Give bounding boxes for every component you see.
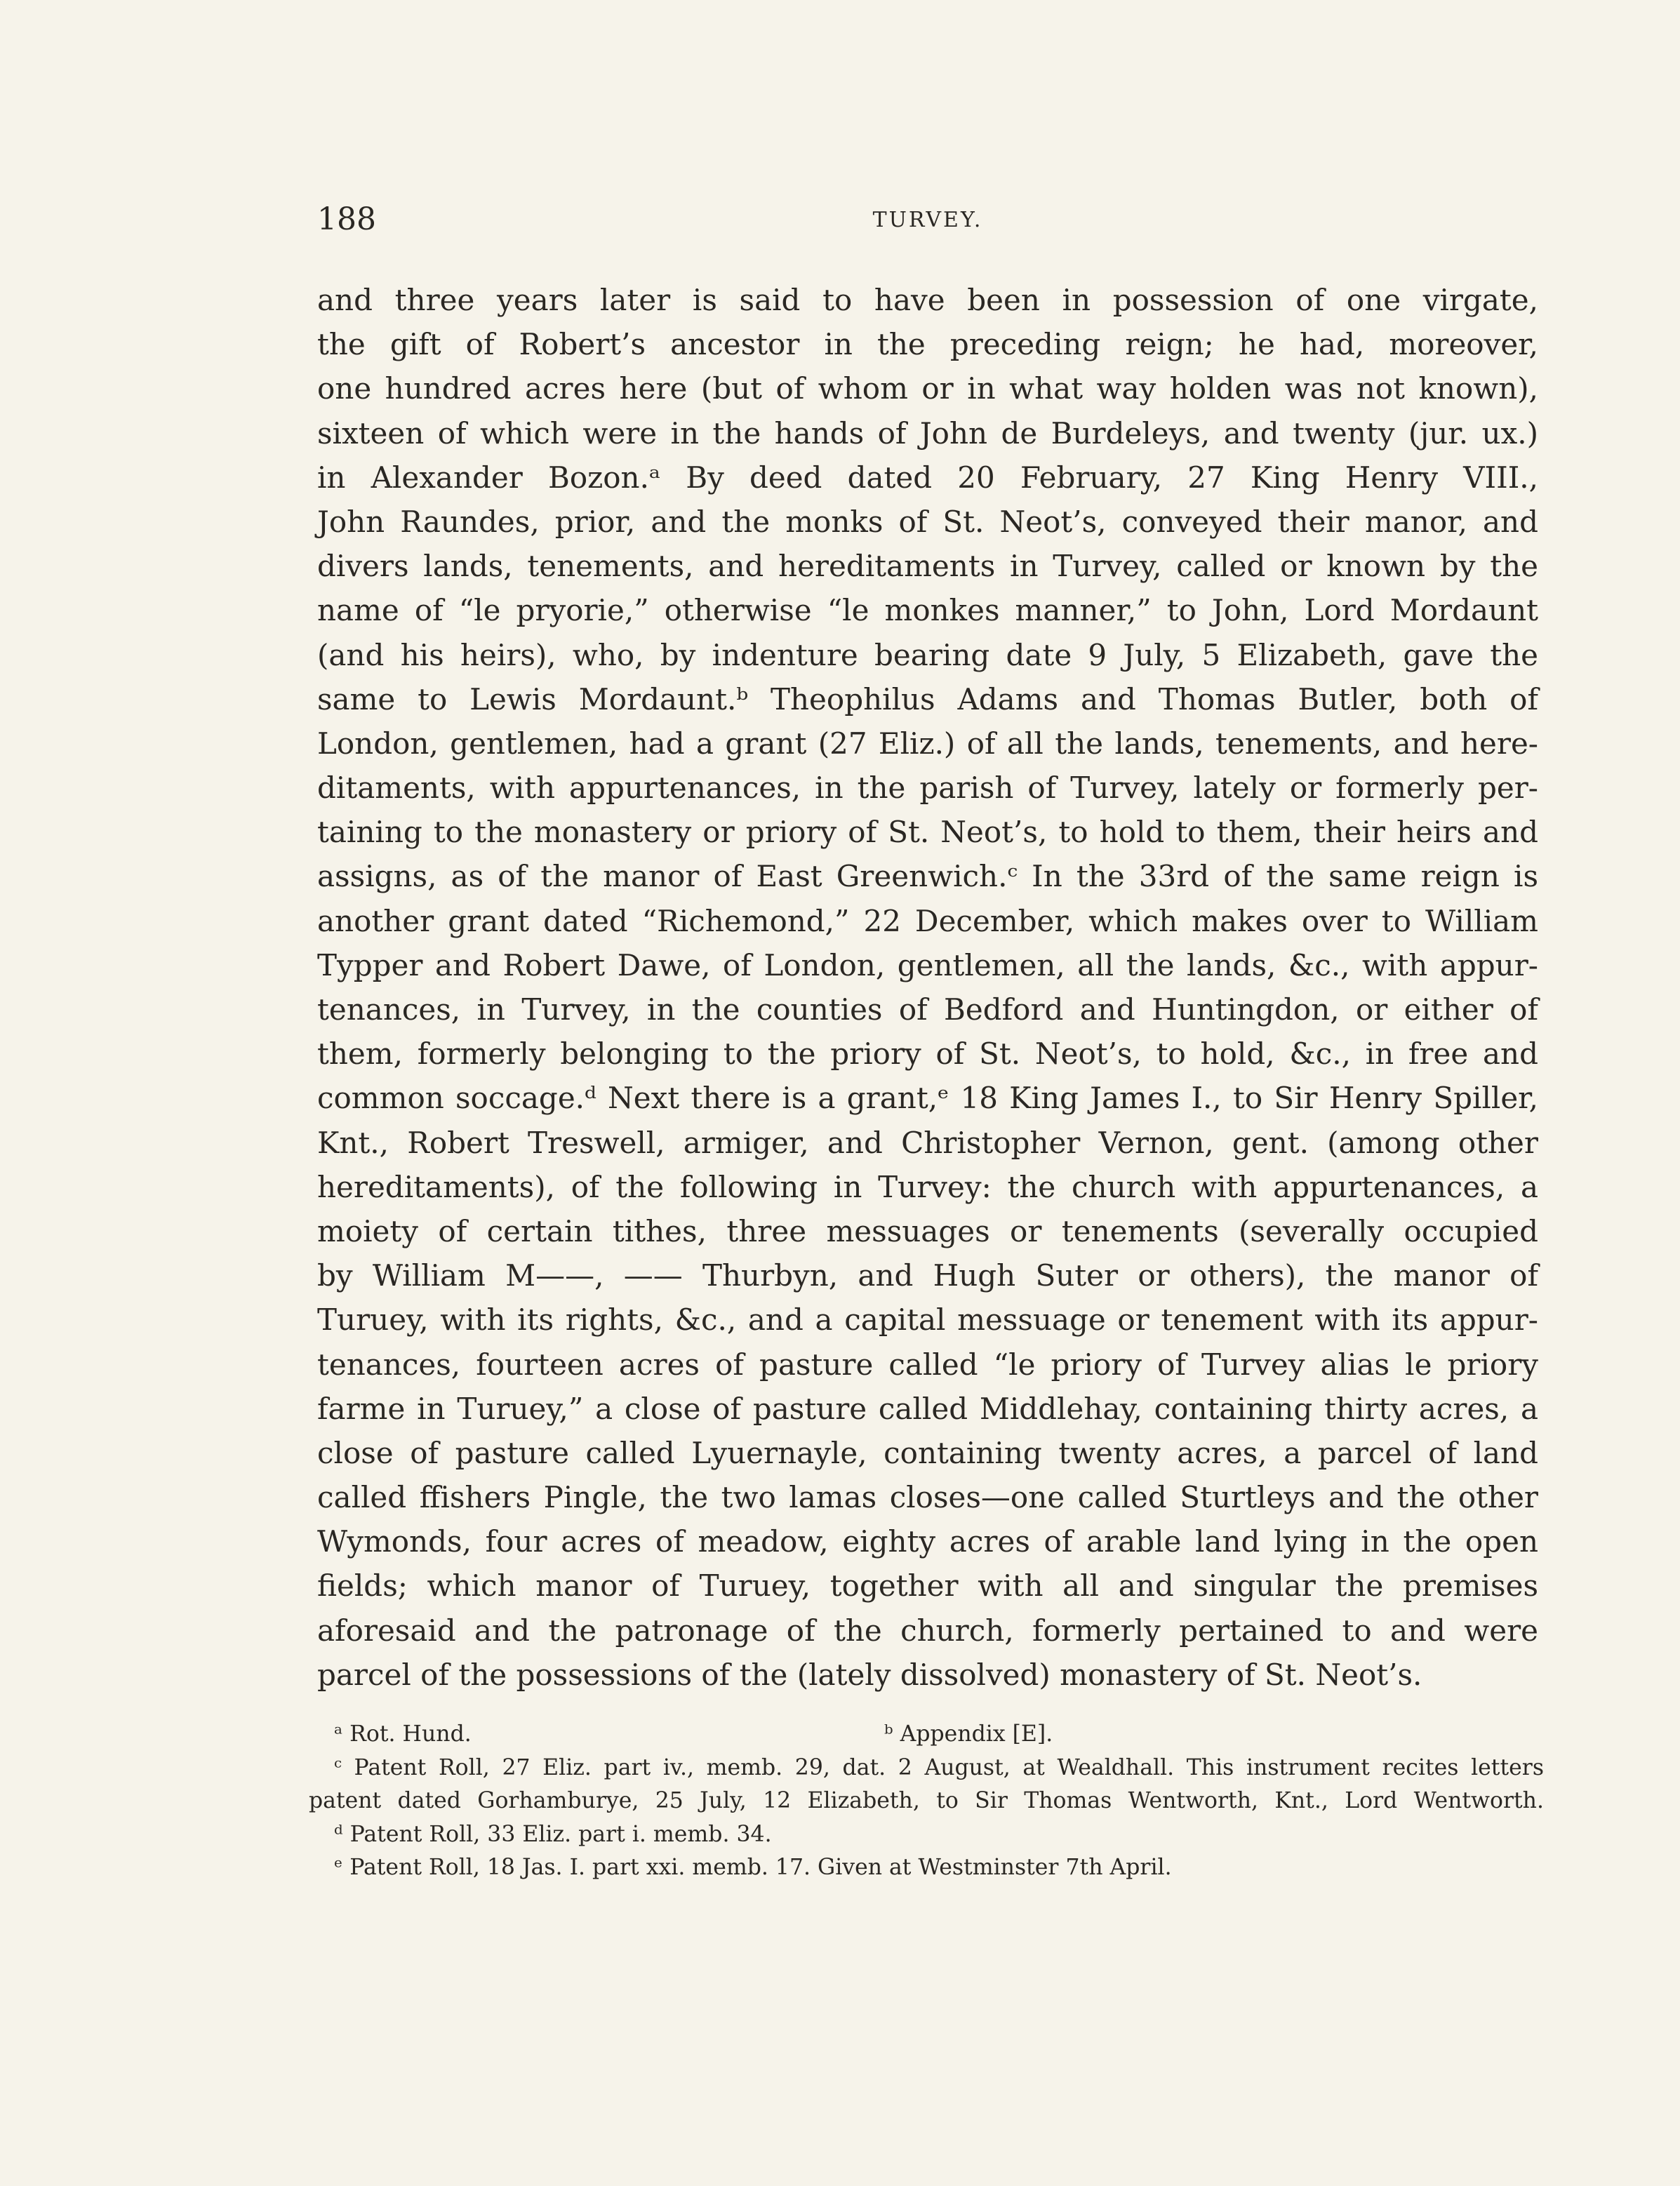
running-head: TURVEY.	[872, 208, 983, 232]
text-line: tenances, in Turvey, in the counties of Bedford and Huntingdon, or either of	[317, 992, 1538, 1027]
text-line: sixteen of which were in the hands of John de Burdeleys, and twenty (jur. ux.)	[317, 415, 1538, 451]
text-line: one hundred acres here (but of whom or in what way holden was not known),	[317, 371, 1538, 406]
footnote-a: ᵃ Rot. Hund.	[334, 1721, 472, 1747]
text-line: called ffishers Pingle, the two lamas closes—one called Sturtleys and the other	[317, 1480, 1538, 1515]
text-line: close of pasture called Lyuernayle, containing twenty acres, a parcel of land	[317, 1435, 1538, 1470]
footnote-b: ᵇ Appendix [E].	[884, 1721, 1053, 1747]
page-header	[317, 202, 1538, 244]
text-line: common soccage.ᵈ Next there is a grant,ᵉ 18 King James I., to Sir Henry Spiller,	[317, 1081, 1538, 1116]
text-line: by William M——, —— Thurbyn, and Hugh Suter or others), the manor of	[317, 1258, 1538, 1293]
text-line: ditaments, with appurtenances, in the parish of Turvey, lately or formerly per-	[317, 771, 1538, 806]
footnotes	[309, 1718, 1544, 1885]
text-line: London, gentlemen, had a grant (27 Eliz.) of all the lands, tenements, and here-	[317, 726, 1538, 761]
body-text	[317, 278, 1538, 1697]
text-line: taining to the monastery or priory of St. Neot’s, to hold to them, their heirs and	[317, 815, 1538, 850]
footnote-row-ab	[309, 1718, 1544, 1752]
text-line: fields; which manor of Turuey, together with all and singular the premises	[317, 1568, 1538, 1604]
text-line: Typper and Robert Dawe, of London, gentlemen, all the lands, &c., with appur-	[317, 947, 1538, 982]
text-line: Knt., Robert Treswell, armiger, and Christopher Vernon, gent. (among other	[317, 1125, 1538, 1160]
text-line: and three years later is said to have been in possession of one virgate,	[317, 283, 1538, 317]
text-line: assigns, as of the manor of East Greenwich.ᶜ In the 33rd of the same reign is	[317, 859, 1538, 894]
page-number: 188	[317, 201, 376, 237]
text-line: Wymonds, four acres of meadow, eighty acres of arable land lying in the open	[317, 1524, 1538, 1559]
text-line: the gift of Robert’s ancestor in the preceding reign; he had, moreover,	[317, 327, 1538, 362]
text-line: (and his heirs), who, by indenture bearing date 9 July, 5 Elizabeth, gave the	[317, 637, 1538, 672]
text-line: in Alexander Bozon.ᵃ By deed dated 20 February, 27 King Henry VIII.,	[317, 460, 1538, 495]
text-line: John Raundes, prior, and the monks of St. Neot’s, conveyed their manor, and	[317, 504, 1538, 539]
text-line: Turuey, with its rights, &c., and a capital messuage or tenement with its appur-	[317, 1302, 1538, 1338]
footnote-e: ᵉ Patent Roll, 18 Jas. I. part xxi. memb. 17. Given at Westminster 7th April.	[334, 1855, 1172, 1880]
text-line: them, formerly belonging to the priory of St. Neot’s, to hold, &c., in free and	[317, 1037, 1538, 1072]
text-line: moiety of certain tithes, three messuages or tenements (severally occupied	[317, 1213, 1538, 1248]
text-line: name of “le pryorie,” otherwise “le monkes manner,” to John, Lord Mordaunt	[317, 593, 1538, 628]
footnote-c-line-1: ᶜ Patent Roll, 27 Eliz. part iv., memb. 29, dat. 2 August, at Wealdhall. This instrument recites letters	[334, 1754, 1544, 1780]
text-line: hereditaments), of the following in Turvey: the church with appurtenances, a	[317, 1169, 1538, 1204]
text-line: aforesaid and the patronage of the church, formerly pertained to and were	[317, 1613, 1538, 1648]
text-line: same to Lewis Mordaunt.ᵇ Theophilus Adams and Thomas Butler, both of	[317, 681, 1538, 717]
text-line-last: parcel of the possessions of the (lately dissolved) monastery of St. Neot’s.	[317, 1657, 1422, 1692]
text-line: another grant dated “Richemond,” 22 December, which makes over to William	[317, 903, 1538, 938]
text-line: divers lands, tenements, and hereditaments in Turvey, called or known by the	[317, 549, 1538, 584]
footnote-c-line-2: patent dated Gorhamburye, 25 July, 12 Elizabeth, to Sir Thomas Wentworth, Knt., Lord Wentworth.	[309, 1788, 1544, 1813]
text-line: tenances, fourteen acres of pasture called “le priory of Turvey alias le priory	[317, 1347, 1538, 1382]
text-line: farme in Turuey,” a close of pasture called Middlehay, containing thirty acres, a	[317, 1391, 1538, 1426]
footnote-d: ᵈ Patent Roll, 33 Eliz. part i. memb. 34.	[334, 1821, 772, 1847]
